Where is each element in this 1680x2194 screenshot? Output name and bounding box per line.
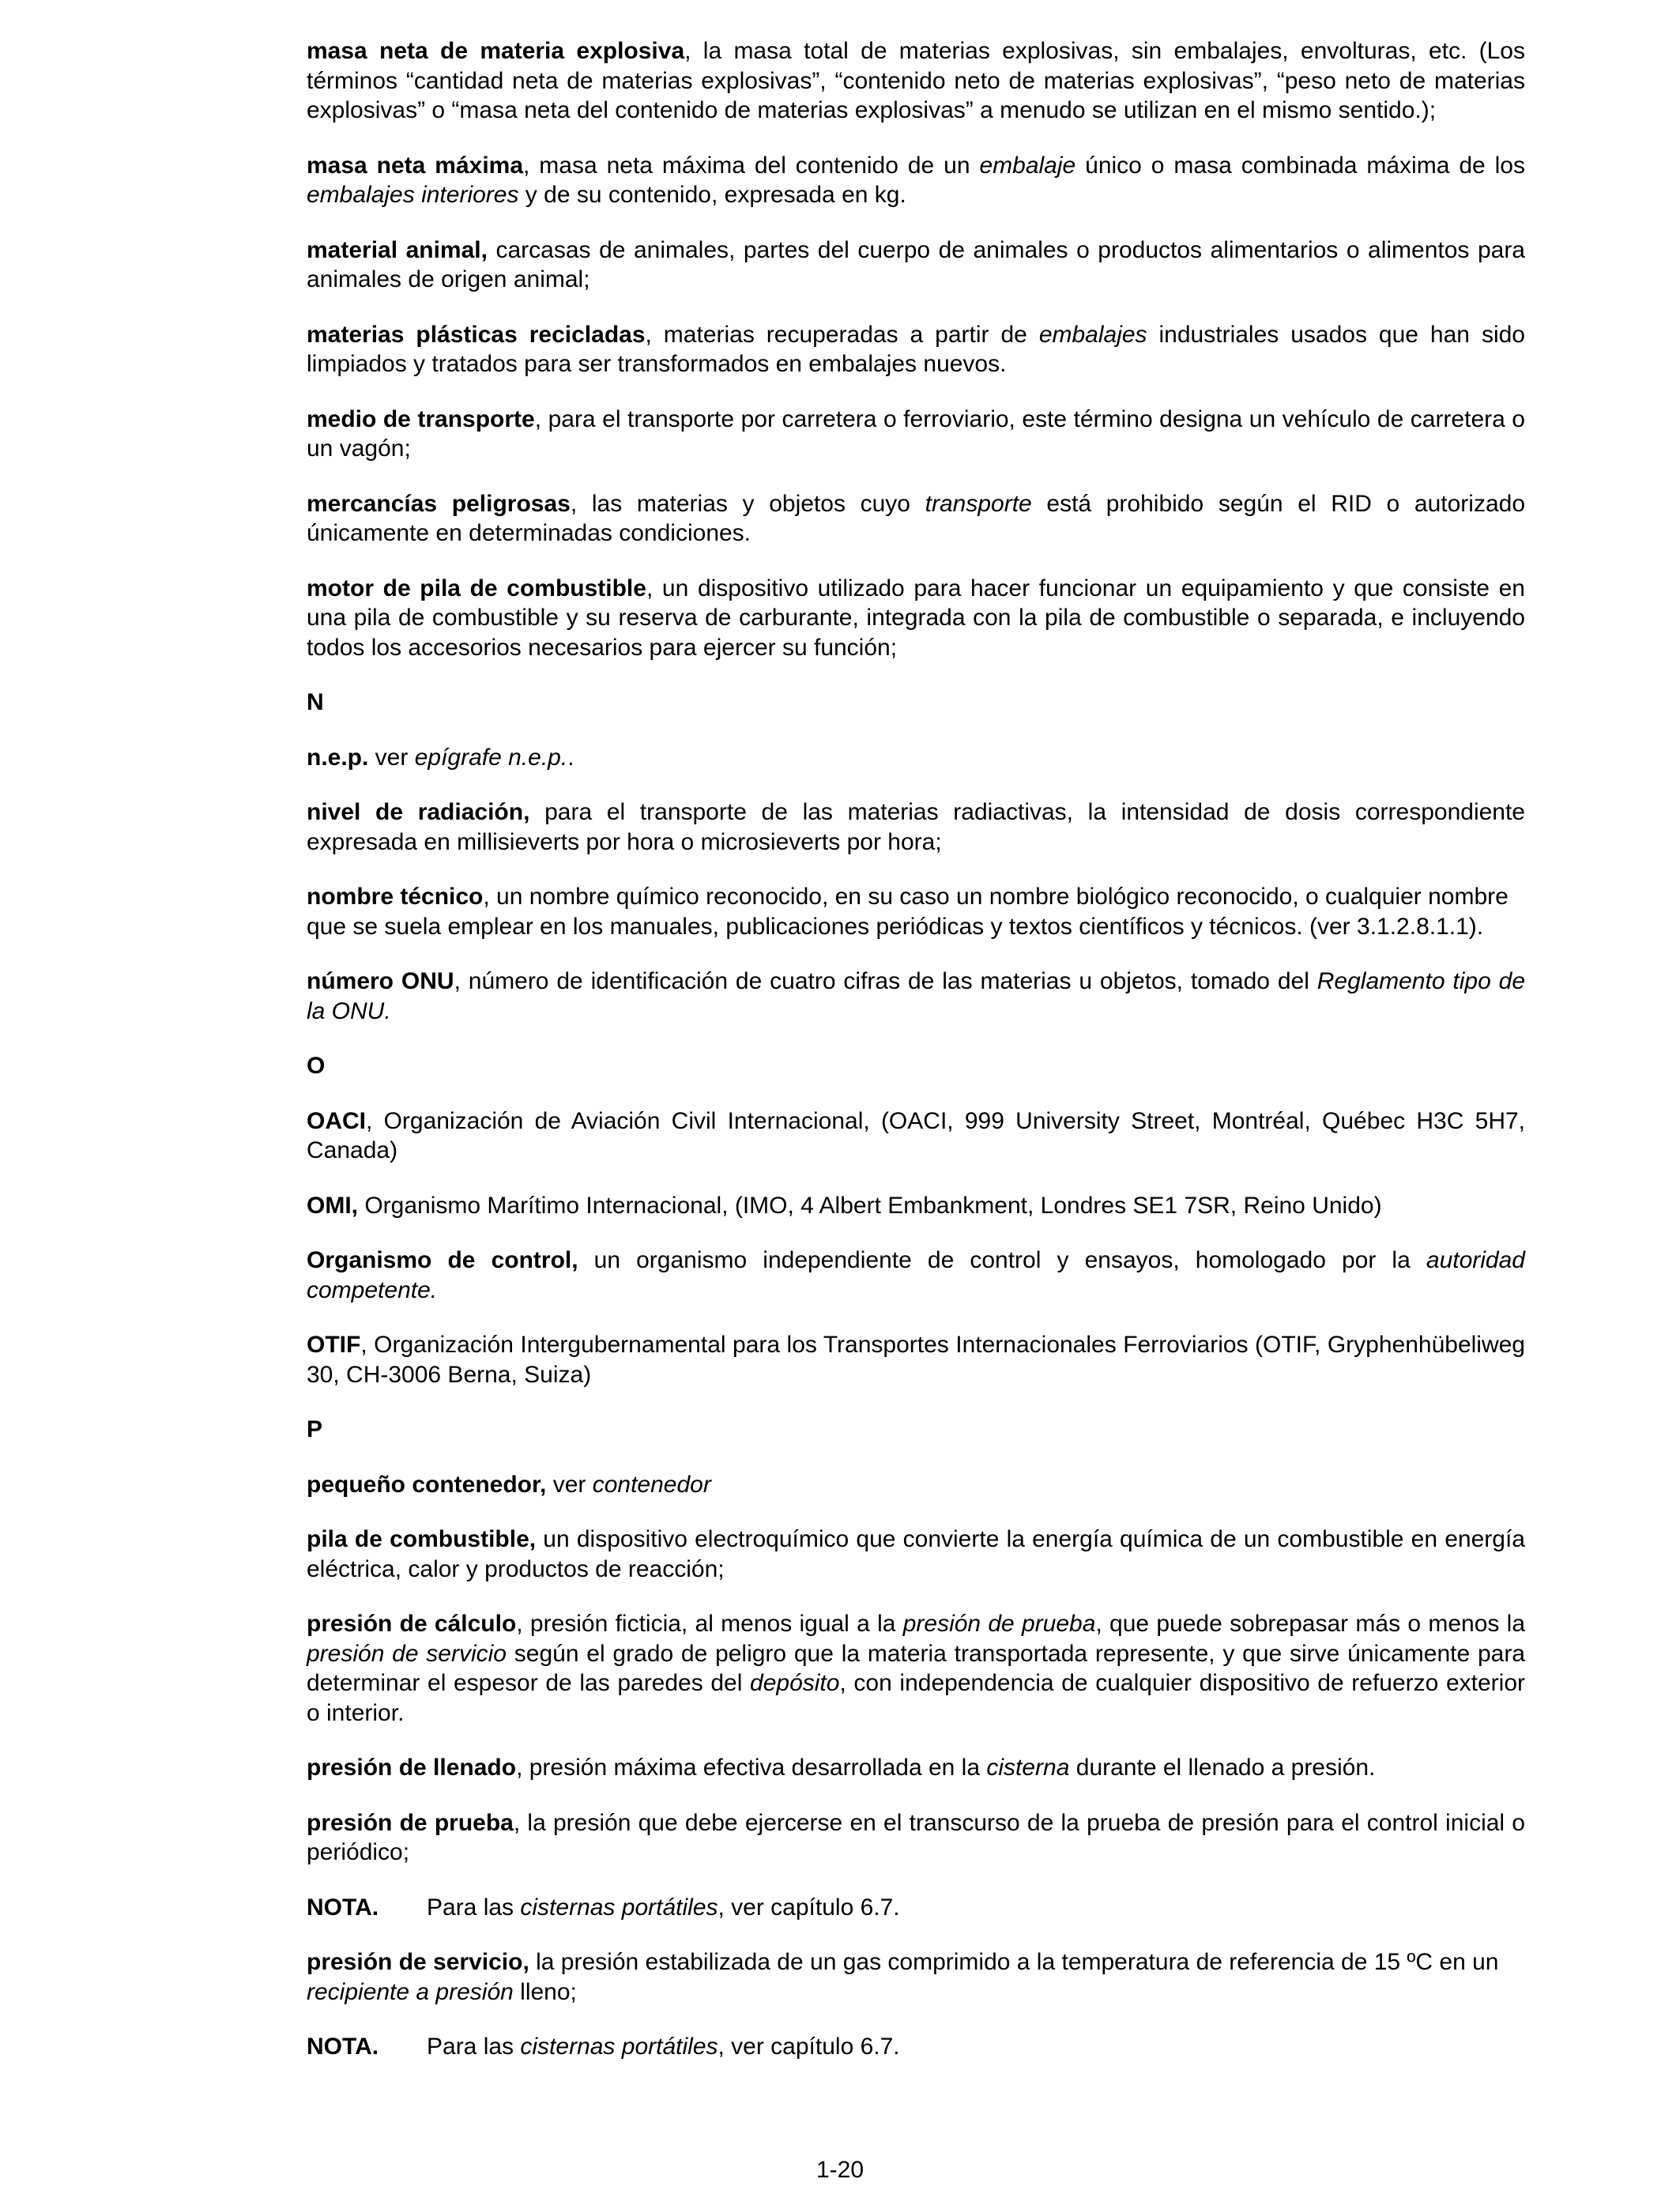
glossary-term: Organismo de control, (307, 1247, 578, 1273)
glossary-term: material animal, (307, 236, 488, 263)
glossary-content (307, 36, 1525, 2087)
definition-text: , para el transporte por carretera o ferroviario, este término designa un vehículo de carretera o un vagón; (307, 405, 1525, 462)
note-block (307, 2032, 1525, 2062)
glossary-term: presión de llenado (307, 1755, 517, 1781)
glossary-entry (307, 236, 1525, 295)
definition-text: la presión estabilizada de un gas comprimido a la temperatura de referencia de 15 ºC en un (529, 1949, 1499, 1975)
definition-text: según el grado de peligro que la materia transportada represente, y que sirve únicamente para determinar el espesor de las paredes del (307, 1640, 1525, 1696)
note-text: Para las (427, 1894, 521, 1921)
definition-text: y de su contenido, expresada en kg. (518, 182, 906, 208)
glossary-term: mercancías peligrosas (307, 490, 571, 517)
glossary-term: presión de servicio, (307, 1949, 529, 1975)
section-letter: N (307, 689, 324, 715)
glossary-term: motor de pila de combustible (307, 575, 646, 601)
glossary-term: masa neta máxima (307, 152, 524, 179)
note-italic: cisternas portátiles (520, 2034, 718, 2060)
page-number: 1-20 (816, 2157, 864, 2183)
definition-text: , presión máxima efectiva desarrollada en la (516, 1755, 987, 1781)
glossary-term: materias plásticas recicladas (307, 321, 646, 348)
glossary-entry (307, 36, 1525, 126)
definition-text: industriales usados que han sido limpiados y tratados para ser transformados en embalajes nuevos. (307, 321, 1525, 377)
definition-italic: presión de servicio (307, 1640, 507, 1667)
note-text: Para las (427, 2034, 521, 2060)
glossary-term: n.e.p. (307, 744, 369, 771)
definition-text: , Organización Intergubernamental para los Transportes Internacionales Ferroviarios (OTIF, Gryphenhübeliweg 30, CH-3006 Berna, Suiza) (307, 1332, 1525, 1388)
glossary-term: OMI, (307, 1192, 358, 1219)
definition-text: . (567, 744, 574, 771)
glossary-term: medio de transporte (307, 405, 535, 432)
definition-text: , materias recuperadas a partir de (645, 321, 1039, 348)
glossary-entry (307, 1106, 1525, 1166)
glossary-entry (307, 1330, 1525, 1389)
glossary-term: número ONU (307, 968, 454, 994)
glossary-entry (307, 743, 1525, 773)
glossary-entry (307, 489, 1525, 548)
section-letter: O (307, 1053, 326, 1079)
definition-italic: cisterna (986, 1755, 1070, 1781)
glossary-entry (307, 574, 1525, 663)
definition-text: , presión ficticia, al menos igual a la (516, 1611, 903, 1637)
glossary-entry (307, 405, 1525, 464)
glossary-entry (307, 151, 1525, 210)
definition-text: ver (546, 1471, 593, 1498)
glossary-entry (307, 1609, 1525, 1728)
glossary-entry (307, 1470, 1525, 1500)
glossary-term: OACI (307, 1107, 366, 1134)
definition-text: para el transporte de las materias radiactivas, la intensidad de dosis correspondiente expresada en millisieverts por hora o microsieverts por hora; (307, 799, 1525, 855)
definition-text: , la presión que debe ejercerse en el transcurso de la prueba de presión para el control inicial o periódico; (307, 1809, 1525, 1865)
note-block (307, 1893, 1525, 1923)
glossary-entry (307, 882, 1525, 941)
definition-text: un dispositivo electroquímico que convierte la energía química de un combustible en energía eléctrica, calor y productos de reacción; (307, 1526, 1525, 1582)
glossary-term: presión de cálculo (307, 1611, 517, 1637)
definition-text: carcasas de animales, partes del cuerpo de animales o productos alimentarios o alimentos para animales de origen animal; (307, 236, 1525, 292)
glossary-term: pila de combustible, (307, 1526, 537, 1552)
definition-text: único o masa combinada máxima de los (1075, 152, 1525, 179)
definition-italic: autoridad competente. (307, 1247, 1525, 1303)
definition-text: , la masa total de materias explosivas, sin embalajes, envolturas, etc. (Los términos “cantidad neta de materias explosivas”, “contenido neto de materias explosivas”, “peso neto de materias explosivas” o “masa neta del contenido de materias explosivas” a menudo se utilizan en el mismo sentido.); (307, 38, 1525, 123)
glossary-term: nombre técnico (307, 884, 484, 910)
definition-italic: contenedor (592, 1471, 711, 1498)
glossary-term: masa neta de materia explosiva (307, 38, 685, 64)
definition-italic: transporte (925, 490, 1032, 517)
definition-text: , Organización de Aviación Civil Internacional, (OACI, 999 University Street, Montréal, Québec H3C 5H7, Canada) (307, 1107, 1525, 1163)
definition-italic: Reglamento tipo de la ONU. (307, 968, 1526, 1024)
definition-text: Organismo Marítimo Internacional, (IMO, 4 Albert Embankment, Londres SE1 7SR, Reino Unido) (358, 1192, 1382, 1219)
definition-text: durante el llenado a presión. (1069, 1755, 1376, 1781)
note-label: NOTA. (307, 2034, 379, 2060)
section-letter: P (307, 1416, 323, 1442)
glossary-entry (307, 1191, 1525, 1221)
definition-text: , un dispositivo utilizado para hacer funcionar un equipamiento y que consiste en una pila de combustible y su reserva de carburante, integrada con la pila de combustible o separada, e incluyendo todos los accesorios necesarios para ejercer su función; (307, 575, 1525, 661)
definition-text: , masa neta máxima del contenido de un (523, 152, 980, 179)
glossary-entry (307, 1808, 1525, 1868)
glossary-term: presión de prueba (307, 1809, 514, 1836)
definition-text: , las materias y objetos cuyo (570, 490, 925, 517)
glossary-term: pequeño contenedor, (307, 1471, 547, 1498)
definition-italic: embalajes interiores (307, 182, 519, 208)
glossary-entry (307, 1947, 1525, 2007)
glossary-entry (307, 967, 1525, 1026)
note-text-wrap (427, 1893, 900, 1923)
definition-text: , con independencia de cualquier dispositivo de refuerzo exterior o interior. (307, 1670, 1525, 1726)
definition-text: lleno; (513, 1978, 577, 2005)
definition-italic: presión de prueba (902, 1611, 1096, 1637)
glossary-term: OTIF (307, 1332, 361, 1358)
note-italic: cisternas portátiles (520, 1894, 718, 1921)
note-text-wrap (427, 2032, 900, 2062)
definition-text: un organismo independiente de control y ensayos, homologado por la (578, 1247, 1426, 1273)
glossary-entry (307, 1246, 1525, 1305)
definition-text: ver (368, 744, 415, 771)
glossary-entry (307, 797, 1525, 857)
glossary-term: nivel de radiación, (307, 799, 530, 825)
definition-text: , que puede sobrepasar más o menos la (1095, 1611, 1525, 1637)
note-label: NOTA. (307, 1894, 379, 1921)
note-text: , ver capítulo 6.7. (718, 1894, 900, 1921)
definition-italic: embalaje (979, 152, 1076, 179)
glossary-entry (307, 1753, 1525, 1783)
definition-italic: recipiente a presión (307, 1978, 514, 2005)
glossary-entry (307, 1525, 1525, 1584)
glossary-entry (307, 320, 1525, 379)
definition-italic: embalajes (1038, 321, 1147, 348)
note-text: , ver capítulo 6.7. (718, 2034, 900, 2060)
definition-italic: epígrafe n.e.p. (414, 744, 568, 771)
definition-text: , un nombre químico reconocido, en su caso un nombre biológico reconocido, o cualquier nombre que se suela emplear en los manuales, publicaciones periódicas y textos científicos y técnicos. (ver 3.1.2.8.1.1). (307, 884, 1509, 940)
definition-text: está prohibido según el RID o autorizado únicamente en determinadas condiciones. (307, 490, 1526, 546)
definition-text: , número de identificación de cuatro cifras de las materias u objetos, tomado del (454, 968, 1317, 994)
definition-italic: depósito (750, 1670, 840, 1696)
